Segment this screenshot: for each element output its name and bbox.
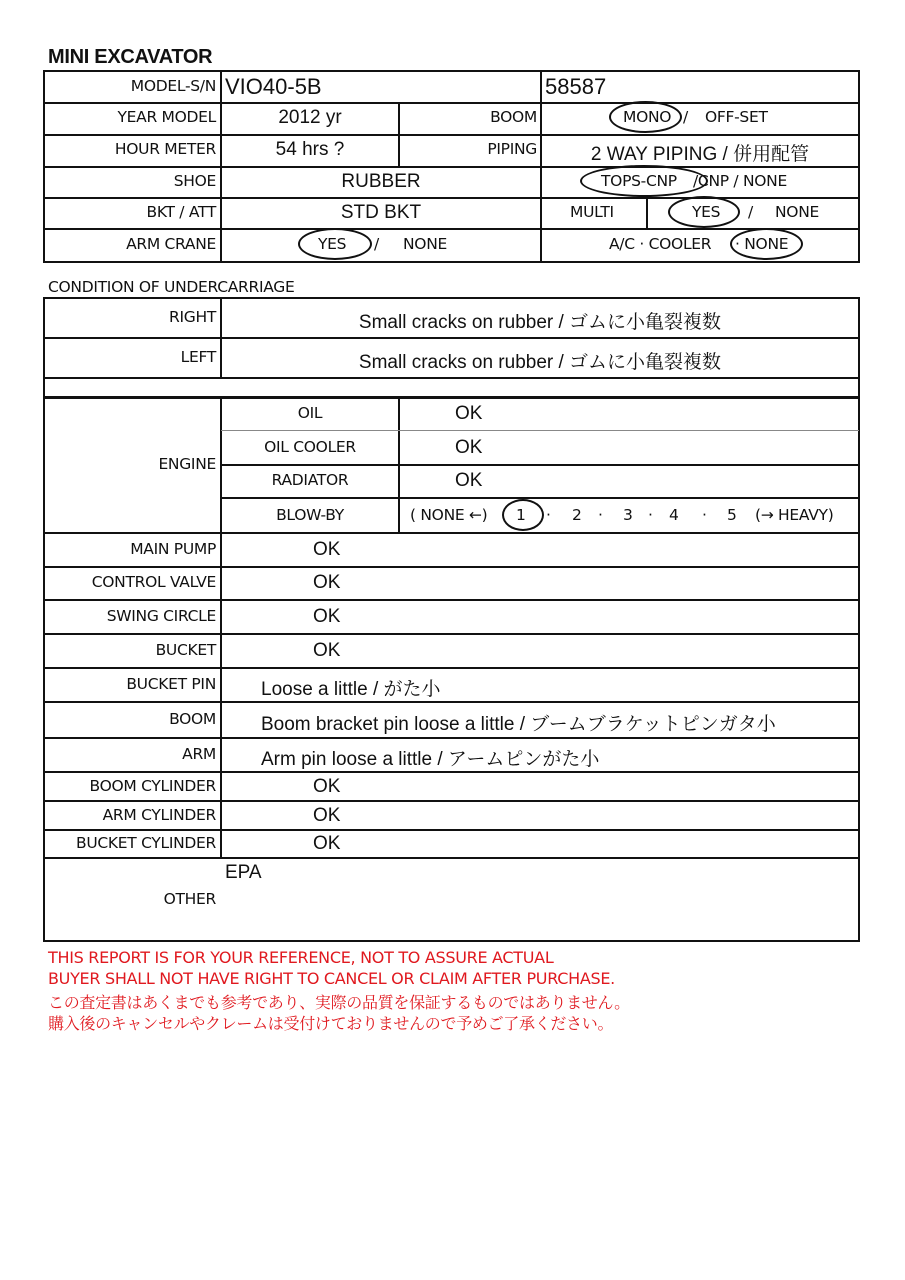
selection-circle	[730, 228, 803, 260]
bkt-att-value: STD BKT	[340, 202, 422, 223]
shoe-label: SHOE	[173, 172, 216, 190]
divider	[44, 197, 859, 199]
arm-value: Arm pin loose a little / アームピンがた小	[261, 749, 600, 770]
multi-none: NONE	[775, 203, 819, 221]
selection-circle	[298, 228, 372, 260]
blow-by-level-5: 5	[727, 506, 737, 524]
arm-crane-sep: /	[374, 235, 379, 253]
right-label: RIGHT	[169, 308, 216, 326]
year-value: 2012 yr	[278, 107, 342, 128]
boom-label: BOOM	[490, 108, 537, 126]
divider	[44, 737, 859, 739]
shoe-value: RUBBER	[341, 171, 421, 192]
multi-yes: YES	[692, 203, 721, 221]
divider	[44, 800, 859, 802]
disclaimer-line-1: THIS REPORT IS FOR YOUR REFERENCE, NOT TO ASSURE ACTUAL	[48, 948, 554, 967]
arm-crane-label: ARM CRANE	[126, 235, 216, 253]
divider	[44, 633, 859, 635]
divider	[221, 464, 859, 466]
divider	[44, 134, 859, 136]
boom-sep: /	[683, 108, 688, 126]
selection-circle	[609, 101, 682, 133]
piping-value: 2 WAY PIPING / 併用配管	[590, 144, 810, 165]
divider	[646, 198, 648, 228]
blow-by-scale-end: (→ HEAVY)	[755, 506, 834, 524]
arm-crane-yes: YES	[318, 235, 347, 253]
blow-by-scale-start: ( NONE ←)	[410, 506, 488, 524]
control-valve-label: CONTROL VALVE	[91, 573, 216, 591]
page-title: MINI EXCAVATOR	[48, 46, 213, 68]
hour-meter-value: 54 hrs ?	[275, 139, 345, 160]
divider	[44, 532, 859, 534]
ac-cooler-label: A/C · COOLER	[609, 235, 712, 253]
radiator-label: RADIATOR	[271, 471, 349, 489]
model-label: MODEL-S/N	[130, 77, 216, 95]
blow-by-dot: ·	[546, 506, 551, 524]
year-label: YEAR MODEL	[117, 108, 216, 126]
arm-cylinder-label: ARM CYLINDER	[102, 806, 216, 824]
bucket-value: OK	[313, 640, 341, 661]
arm-cylinder-value: OK	[313, 805, 341, 826]
divider	[221, 430, 859, 431]
bucket-cylinder-value: OK	[313, 833, 341, 854]
divider	[44, 166, 859, 168]
divider	[44, 701, 859, 703]
divider	[44, 228, 859, 230]
selection-circle	[668, 196, 740, 228]
boom-option-offset: OFF-SET	[705, 108, 768, 126]
hour-meter-label: HOUR METER	[114, 140, 216, 158]
blow-by-level-3: 3	[623, 506, 633, 524]
divider	[44, 377, 859, 379]
divider	[44, 566, 859, 568]
main-pump-label: MAIN PUMP	[130, 540, 216, 558]
divider	[220, 71, 222, 262]
boom-option-mono: MONO	[623, 108, 672, 126]
bucket-pin-label: BUCKET PIN	[126, 675, 216, 693]
arm-crane-none: NONE	[403, 235, 447, 253]
model-value: VIO40-5B	[225, 74, 322, 99]
blow-by-level-2: 2	[572, 506, 582, 524]
control-valve-value: OK	[313, 572, 341, 593]
multi-sep: /	[748, 203, 753, 221]
bkt-att-label: BKT / ATT	[146, 203, 216, 221]
disclaimer-line-3: この査定書はあくまでも参考であり、実際の品質を保証するものではありません。	[48, 993, 630, 1012]
blow-by-dot: ·	[648, 506, 653, 524]
selection-circle	[502, 499, 544, 531]
main-pump-value: OK	[313, 539, 341, 560]
engine-label: ENGINE	[158, 455, 216, 473]
piping-label: PIPING	[487, 140, 537, 158]
oil-value: OK	[455, 403, 483, 424]
divider	[44, 857, 859, 859]
other-value: EPA	[225, 862, 262, 883]
oil-cooler-label: OIL COOLER	[264, 438, 356, 456]
serial-value: 58587	[545, 74, 607, 99]
divider	[44, 667, 859, 669]
blow-by-dot: ·	[598, 506, 603, 524]
canopy-option-tops: TOPS-CNP	[601, 172, 677, 190]
left-value: Small cracks on rubber / ゴムに小亀裂複数	[358, 352, 722, 373]
disclaimer-line-2: BUYER SHALL NOT HAVE RIGHT TO CANCEL OR CLAIM AFTER PURCHASE.	[48, 969, 615, 988]
left-label: LEFT	[180, 348, 216, 366]
divider	[221, 497, 859, 499]
selection-circle	[580, 165, 708, 197]
radiator-value: OK	[455, 470, 483, 491]
other-label: OTHER	[163, 890, 216, 908]
bucket-cylinder-label: BUCKET CYLINDER	[76, 834, 216, 852]
bucket-pin-value: Loose a little / がた小	[261, 679, 441, 700]
ac-cooler-none: · NONE	[735, 235, 789, 253]
condition-table	[43, 397, 860, 942]
divider	[540, 71, 542, 262]
boom-cylinder-value: OK	[313, 776, 341, 797]
oil-label: OIL	[297, 404, 323, 422]
disclaimer-line-4: 購入後のキャンセルやクレームは受付けておりませんので予めご了承ください。	[48, 1014, 614, 1033]
boom-condition-value: Boom bracket pin loose a little / ブームブラケットピンガタ小	[261, 714, 776, 735]
divider	[44, 771, 859, 773]
divider	[44, 337, 859, 339]
divider	[44, 599, 859, 601]
swing-circle-label: SWING CIRCLE	[106, 607, 216, 625]
undercarriage-heading: CONDITION OF UNDERCARRIAGE	[48, 278, 295, 296]
right-value: Small cracks on rubber / ゴムに小亀裂複数	[358, 312, 722, 333]
arm-label: ARM	[182, 745, 216, 763]
divider	[44, 829, 859, 831]
blow-by-level-1: 1	[516, 506, 526, 524]
oil-cooler-value: OK	[455, 437, 483, 458]
blow-by-label: BLOW-BY	[276, 506, 344, 524]
blow-by-dot: ·	[702, 506, 707, 524]
multi-label: MULTI	[570, 203, 614, 221]
swing-circle-value: OK	[313, 606, 341, 627]
blow-by-level-4: 4	[669, 506, 679, 524]
divider	[44, 102, 859, 104]
divider	[220, 398, 222, 858]
bucket-label: BUCKET	[155, 641, 216, 659]
boom-condition-label: BOOM	[169, 710, 216, 728]
canopy-options-rest: /CNP / NONE	[693, 172, 787, 190]
boom-cylinder-label: BOOM CYLINDER	[89, 777, 216, 795]
